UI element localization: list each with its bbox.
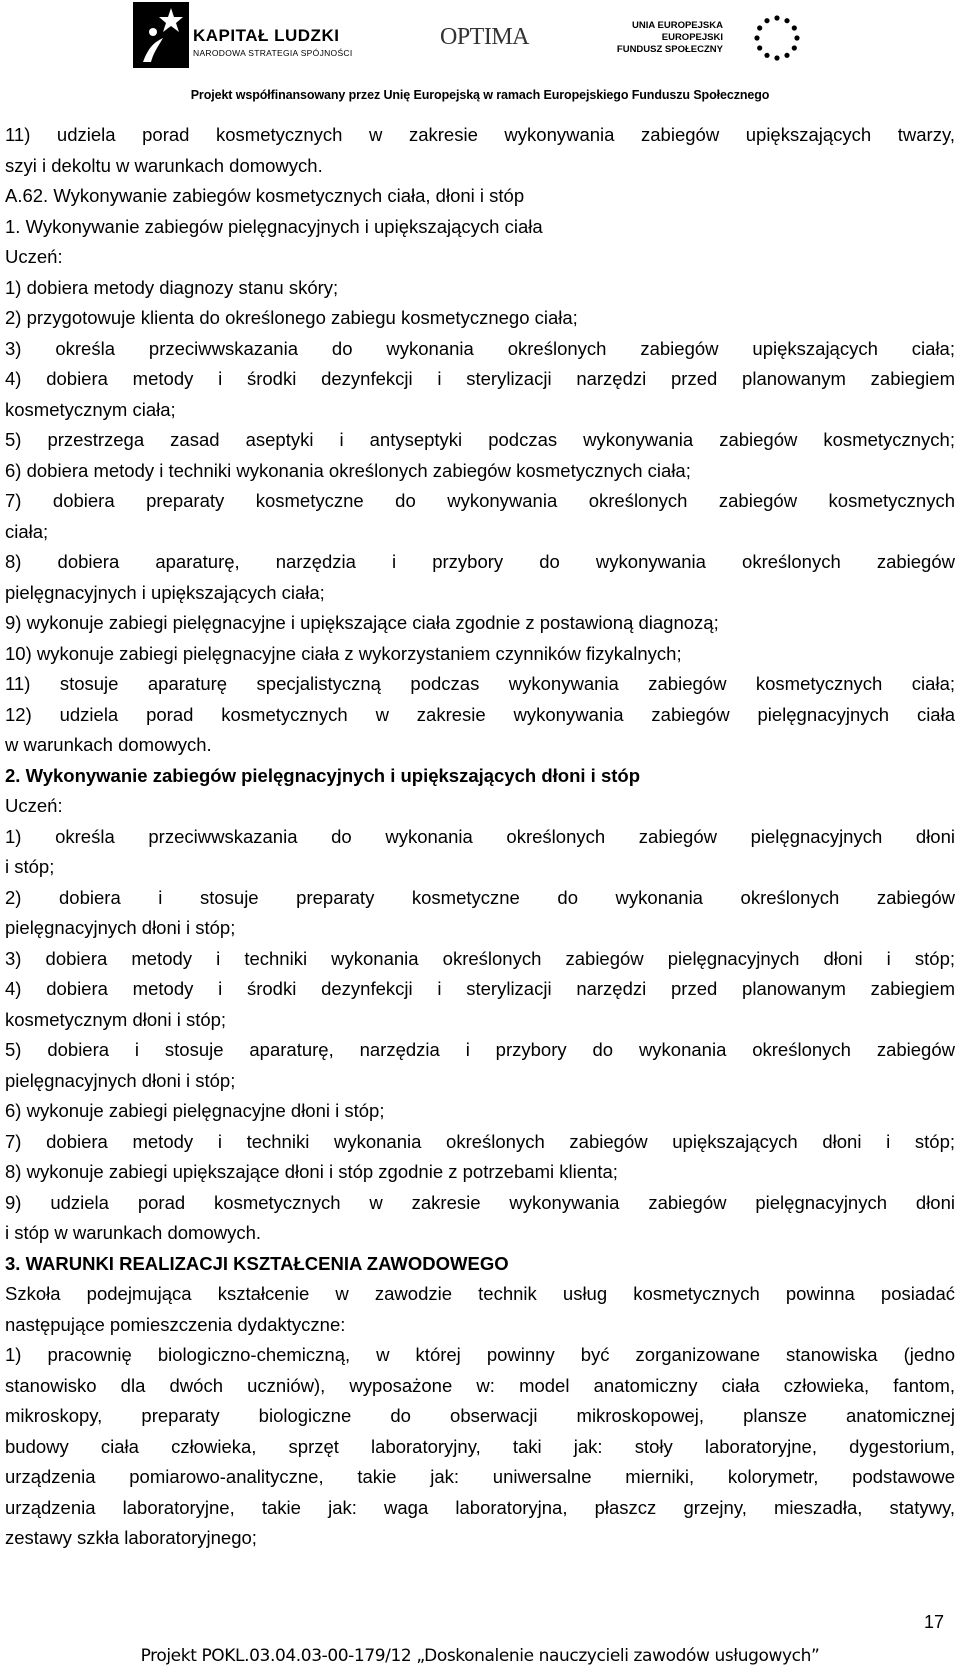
section-heading: A.62. Wykonywanie zabiegów kosmetycznych ciała, dłoni i stóp <box>5 185 525 206</box>
text-line: szyi i dekoltu w warunkach domowych. <box>5 154 323 176</box>
text-line: 5) przestrzega zasad aseptyki i antyseptyki podczas wykonywania zabiegów kosmetycznych; <box>5 429 955 450</box>
text-line: Uczeń: <box>5 246 63 267</box>
text-line: pielęgnacyjnych dłoni i stóp; <box>5 917 236 938</box>
text-line: 10) wykonuje zabiegi pielęgnacyjne ciała z wykorzystaniem czynników fizykalnych; <box>5 642 682 664</box>
text-line: Szkoła podejmująca kształcenie w zawodzie technik usług kosmetycznych powinna posiadać <box>5 1283 955 1304</box>
page-header <box>0 0 960 108</box>
text-line: 1) pracownię biologiczno-chemiczną, w której powinny być zorganizowane stanowiska (jedno <box>5 1344 955 1365</box>
text-line: 2) przygotowuje klienta do określonego zabiegu kosmetycznego ciała; <box>5 307 578 328</box>
text-line: 8) wykonuje zabiegi upiększające dłoni i stóp zgodnie z potrzebami klienta; <box>5 1161 618 1182</box>
text-line: i stóp w warunkach domowych. <box>5 1222 262 1243</box>
project-cofinancing-line: Projekt współfinansowany przez Unię Europejską w ramach Europejskiego Funduszu Społecznego <box>190 88 770 102</box>
text-line: i stóp; <box>5 856 55 877</box>
text-line: Uczeń: <box>5 795 63 816</box>
text-line: 1) określa przeciwwskazania do wykonania określonych zabiegów pielęgnacyjnych dłoni <box>5 825 955 847</box>
text-line: 9) udziela porad kosmetycznych w zakresie wykonywania zabiegów pielęgnacyjnych dłoni <box>5 1191 955 1213</box>
text-line: 12) udziela porad kosmetycznych w zakresie wykonywania zabiegów pielęgnacyjnych ciała <box>5 703 955 725</box>
text-line: 4) dobiera metody i środki dezynfekcji i sterylizacji narzędzi przed planowanym zabiegiem <box>5 978 955 999</box>
text-line: urządzenia laboratoryjne, takie jak: waga laboratoryjna, płaszcz grzejny, mieszadła, statywy, <box>5 1496 955 1518</box>
page-number: 17 <box>923 1612 944 1632</box>
text-line: kosmetycznym ciała; <box>5 398 176 420</box>
page-footer: Projekt POKL.03.04.03-00-179/12 „Doskonalenie nauczycieli zawodów usługowych” <box>140 1646 820 1666</box>
kapital-ludzki-mark-icon <box>133 2 189 68</box>
eu-line-3: FUNDUSZ SPOŁECZNY <box>616 44 723 55</box>
text-line: zestawy szkła laboratoryjnego; <box>5 1527 257 1548</box>
text-line: ciała; <box>5 520 49 542</box>
document-body <box>5 120 955 1554</box>
text-line: 5) dobiera i stosuje aparaturę, narzędzia i przybory do wykonania określonych zabiegów <box>5 1039 955 1060</box>
section-heading: 3. WARUNKI REALIZACJI KSZTAŁCENIA ZAWODOWEGO <box>5 1252 509 1274</box>
text-line: 7) dobiera preparaty kosmetyczne do wykonywania określonych zabiegów kosmetycznych <box>5 490 955 511</box>
text-line: pielęgnacyjnych i upiększających ciała; <box>5 581 325 603</box>
kapital-ludzki-logo <box>133 2 393 68</box>
text-line: 3) określa przeciwwskazania do wykonania określonych zabiegów upiększających ciała; <box>5 337 955 359</box>
text-line: 9) wykonuje zabiegi pielęgnacyjne i upiększające ciała zgodnie z postawioną diagnozą; <box>5 612 719 633</box>
eu-line-2: EUROPEJSKI <box>661 32 723 43</box>
text-line: budowy ciała człowieka, sprzęt laboratoryjny, taki jak: stoły laboratoryjne, dygestorium, <box>5 1435 955 1457</box>
subsection-heading: 2. Wykonywanie zabiegów pielęgnacyjnych i upiększających dłoni i stóp <box>5 764 641 786</box>
text-line: 7) dobiera metody i techniki wykonania określonych zabiegów upiększających dłoni i stóp; <box>5 1130 955 1152</box>
text-line: 1) dobiera metody diagnozy stanu skóry; <box>5 276 339 298</box>
eu-line-1: UNIA EUROPEJSKA <box>632 20 723 31</box>
text-line: 11) stosuje aparaturę specjalistyczną podczas wykonywania zabiegów kosmetycznych ciała; <box>5 673 955 694</box>
text-line: kosmetycznym dłoni i stóp; <box>5 1008 227 1030</box>
text-line: stanowisko dla dwóch uczniów), wyposażone w: model anatomiczny ciała człowieka, fantom, <box>5 1374 955 1396</box>
text-line: w warunkach domowych. <box>5 734 212 755</box>
text-line: urządzenia pomiarowo-analityczne, takie jak: uniwersalne mierniki, kolorymetr, podstawowe <box>5 1466 955 1487</box>
text-line: 6) dobiera metody i techniki wykonania określonych zabiegów kosmetycznych ciała; <box>5 459 691 481</box>
text-line: pielęgnacyjnych dłoni i stóp; <box>5 1069 236 1091</box>
text-line: mikroskopy, preparaty biologiczne do obserwacji mikroskopowej, plansze anatomicznej <box>5 1405 955 1426</box>
text-line: 6) wykonuje zabiegi pielęgnacyjne dłoni i stóp; <box>5 1100 385 1121</box>
text-line: 2) dobiera i stosuje preparaty kosmetyczne do wykonania określonych zabiegów <box>5 886 955 908</box>
text-line: 11) udziela porad kosmetycznych w zakresie wykonywania zabiegów upiększających twarzy, <box>5 124 955 145</box>
eu-logo-text <box>615 20 723 56</box>
text-line: 3) dobiera metody i techniki wykonania określonych zabiegów pielęgnacyjnych dłoni i stóp; <box>5 947 955 969</box>
subsection-heading: 1. Wykonywanie zabiegów pielęgnacyjnych i upiększających ciała <box>5 215 543 237</box>
kapital-ludzki-title: KAPITAŁ LUDZKI <box>193 26 340 45</box>
eu-logo <box>615 10 825 70</box>
text-line: 8) dobiera aparaturę, narzędzia i przybory do wykonywania określonych zabiegów <box>5 551 955 572</box>
text-line: 4) dobiera metody i środki dezynfekcji i sterylizacji narzędzi przed planowanym zabiegiem <box>5 368 955 389</box>
text-line: następujące pomieszczenia dydaktyczne: <box>5 1313 346 1335</box>
kapital-ludzki-subtitle: NARODOWA STRATEGIA SPÓJNOŚCI <box>193 48 353 58</box>
optima-logo: OPTIMA <box>440 24 530 50</box>
eu-flag-icon <box>741 10 813 66</box>
